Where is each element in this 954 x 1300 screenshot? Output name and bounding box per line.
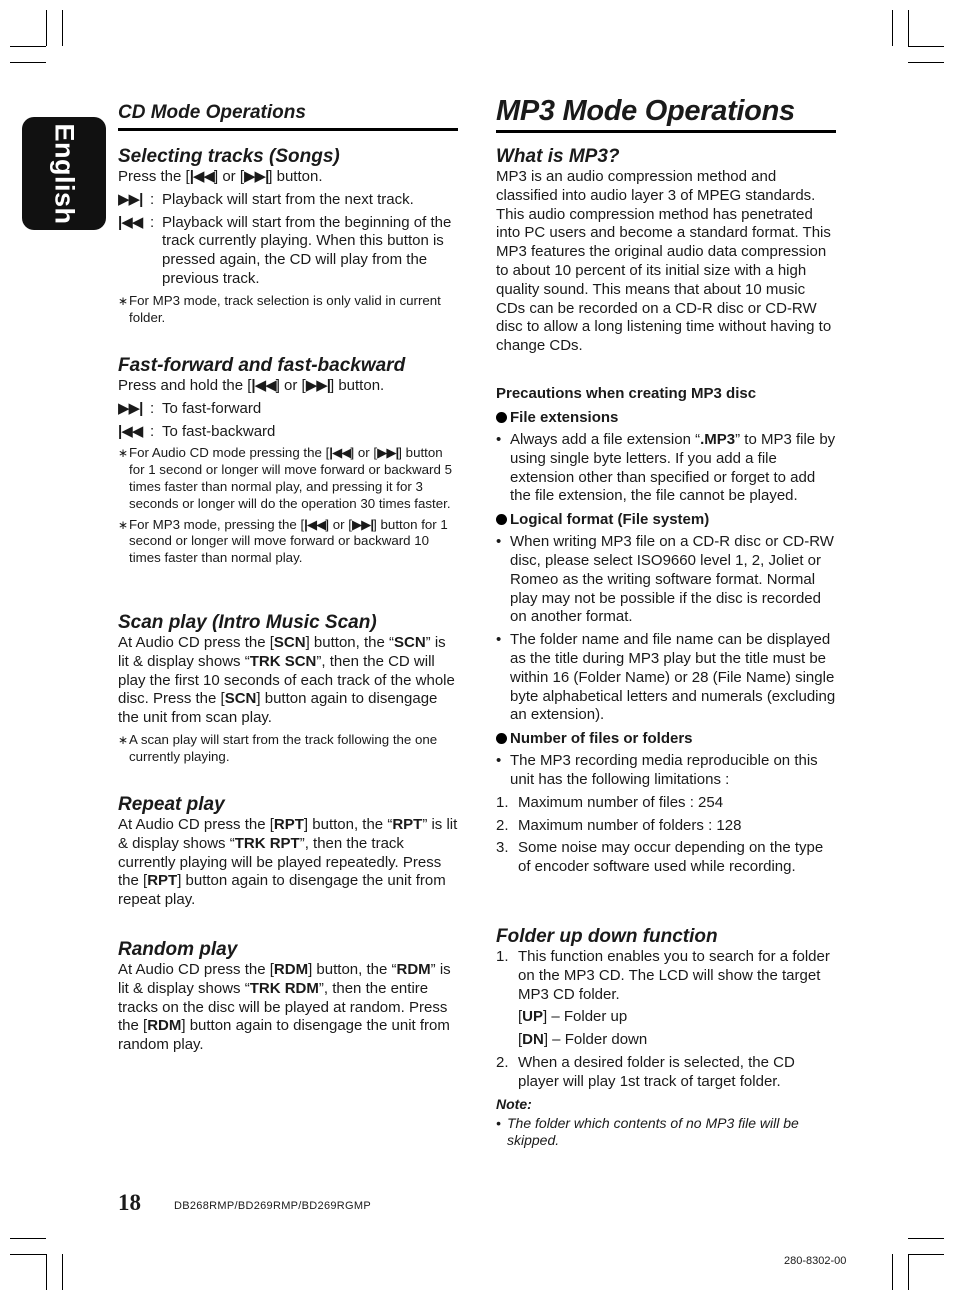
list-item: • Always add a file extension “.MP3” to MP3 file by using single byte letters. If you add a file extension other than specified or forget to add the file extension, the file cannot be played. — [496, 431, 836, 505]
scan-body: At Audio CD press the [SCN] button, the “SCN” is lit & display shows “TRK SCN”, then the CD will play the first 10 seconds of each track of the whole disc. Press the [SCN] button again to disengage the unit from scan play. — [118, 634, 455, 727]
prev-track-icon: |◀◀ — [189, 168, 214, 185]
heading-logical-format: Logical format (File system) — [496, 510, 836, 529]
section-what-is-mp3 — [496, 146, 836, 356]
folder-up-line: [UP] – Folder up — [518, 1008, 628, 1026]
list-item: 2. When a desired folder is selected, the CD player will play 1st track of target folder. — [496, 1053, 795, 1090]
repeat-body: At Audio CD press the [RPT] button, the “RPT” is lit & display shows “TRK RPT”, then the track currently playing will be played repeatedly. Press the [RPT] button again to disengage the unit from repeat play. — [118, 816, 458, 909]
selecting-note: ∗ For MP3 mode, track selection is only valid in current folder. — [118, 292, 441, 325]
list-item: 3. Some noise may occur depending on the type of encoder software used while recording. — [496, 839, 824, 876]
next-track-icon: ▶▶| — [351, 516, 374, 532]
ff-row-backward: |◀◀ : To fast-backward — [118, 422, 276, 440]
random-body: At Audio CD press the [RDM] button, the “RDM” is lit & display shows “TRK RDM”, then the entire tracks on the disc will be played at random. Press the [RDM] button again to disengage the unit from random play. — [118, 961, 451, 1054]
selecting-row-next: ▶▶| : Playback will start from the next track. — [118, 190, 414, 208]
page-number: 18 — [118, 1190, 141, 1215]
selecting-intro: Press the [|◀◀] or [▶▶|] button. — [118, 168, 323, 185]
section-fast-forward — [118, 355, 458, 567]
heading-what-is-mp3: What is MP3? — [496, 146, 620, 167]
next-track-icon: ▶▶| — [118, 399, 143, 417]
heading-scan-play: Scan play (Intro Music Scan) — [118, 612, 377, 633]
model-numbers: DB268RMP/BD269RMP/BD269RGMP — [174, 1200, 372, 1212]
ff-note-audio: ∗ For Audio CD mode pressing the [|◀◀] or [▶▶|] button for 1 second or longer will move forward or backward 5 times faster than normal play, and pressing it for 3 seconds or longer will do the operation 30 times faster. — [118, 445, 452, 511]
crop-mark — [62, 10, 63, 46]
crop-mark — [10, 1254, 46, 1255]
list-item: 1. This function enables you to search for a folder on the MP3 CD. The LCD will show the target MP3 CD folder. — [496, 948, 830, 1003]
asterisk-icon: ∗ — [118, 517, 129, 532]
bullet-dot-icon — [496, 514, 507, 525]
prev-track-icon: |◀◀ — [329, 445, 351, 461]
scan-note: ∗ A scan play will start from the track following the one currently playing. — [118, 731, 438, 764]
crop-mark — [908, 1254, 944, 1255]
crop-mark — [892, 1254, 893, 1290]
section-folder-up-down — [496, 926, 836, 1149]
crop-mark — [908, 1254, 909, 1290]
crop-mark — [908, 1238, 944, 1239]
heading-selecting-tracks: Selecting tracks (Songs) — [118, 146, 340, 167]
selecting-row-prev: |◀◀ : Playback will start from the beginning of the track currently playing. When this button is pressed again, the CD will play from the previous track. — [118, 213, 452, 287]
list-item: • When writing MP3 file on a CD-R disc or CD-RW disc, please select ISO9660 level 1, 2, Joliet or Romeo as the writing software format. Normal play may not be possible if the disc is recorded on another format. — [496, 533, 834, 626]
prev-track-icon: |◀◀ — [304, 516, 326, 532]
note-label: Note: — [496, 1095, 532, 1112]
page-title: MP3 Mode Operations — [496, 95, 836, 133]
next-track-icon: ▶▶| — [305, 377, 330, 394]
section-title-cd-mode: CD Mode Operations — [118, 102, 458, 131]
bullet-dot-icon — [496, 412, 507, 423]
note-text: • The folder which contents of no MP3 file will be skipped. — [496, 1114, 799, 1148]
next-track-icon: ▶▶| — [118, 190, 143, 208]
prev-track-icon: |◀◀ — [118, 213, 143, 231]
asterisk-icon: ∗ — [118, 293, 129, 308]
crop-mark — [46, 1254, 47, 1290]
section-repeat-play — [118, 794, 458, 910]
section-scan-play — [118, 612, 458, 766]
next-track-icon: ▶▶| — [244, 168, 269, 185]
section-selecting-tracks — [118, 146, 458, 326]
list-item: • The folder name and file name can be displayed as the title during MP3 play but the title must be within 16 (Folder Name) or 28 (File Name) single byte alphabetical letters and numerals (excluding an extension). — [496, 631, 836, 724]
ff-intro: Press and hold the [|◀◀] or [▶▶|] button. — [118, 377, 385, 394]
section-random-play — [118, 939, 458, 1055]
crop-mark — [892, 10, 893, 46]
bullet-dot-icon — [496, 733, 507, 744]
heading-folder-up-down: Folder up down function — [496, 926, 718, 947]
crop-mark — [908, 62, 944, 63]
ff-note-mp3: ∗ For MP3 mode, pressing the [|◀◀] or [▶▶|] button for 1 second or longer will move forward or backward 10 times faster than normal play. — [118, 516, 448, 566]
heading-number-of-files: Number of files or folders — [496, 729, 836, 748]
section-precautions — [496, 384, 836, 877]
heading-precautions: Precautions when creating MP3 disc — [496, 385, 757, 402]
list-item: 1. Maximum number of files : 254 — [496, 793, 724, 811]
heading-fast-forward: Fast-forward and fast-backward — [118, 355, 406, 376]
crop-mark — [908, 10, 909, 46]
crop-mark — [10, 62, 46, 63]
ff-row-forward: ▶▶| : To fast-forward — [118, 399, 262, 417]
document-code: 280-8302-00 — [784, 1255, 847, 1267]
folder-down-line: [DN] – Folder down — [518, 1031, 648, 1049]
crop-mark — [10, 1238, 46, 1239]
prev-track-icon: |◀◀ — [251, 377, 276, 394]
prev-track-icon: |◀◀ — [118, 422, 143, 440]
language-tab-label: English — [49, 122, 80, 225]
heading-file-extensions: File extensions — [496, 408, 836, 427]
crop-mark — [46, 10, 47, 46]
asterisk-icon: ∗ — [118, 446, 129, 461]
language-tab — [22, 117, 106, 230]
crop-mark — [10, 46, 46, 47]
heading-random-play: Random play — [118, 939, 238, 960]
list-item: 2. Maximum number of folders : 128 — [496, 816, 742, 834]
heading-repeat-play: Repeat play — [118, 794, 225, 815]
next-track-icon: ▶▶| — [377, 445, 399, 461]
what-body: MP3 is an audio compression method and classified into audio layer 3 of MPEG standards. This audio compression method has penetrated into PC users and become a standard format. This MP3 features the original audio data compression to about 10 percent of its initial size with a high quality sound. This means that about 10 music CDs can be recorded on a CD-R disc or CD-RW disc to allow a long listening time without having to change CDs. — [496, 168, 832, 355]
crop-mark — [62, 1254, 63, 1290]
asterisk-icon: ∗ — [118, 732, 129, 747]
list-item: • The MP3 recording media reproducible on this unit has the following limitations : — [496, 752, 818, 788]
crop-mark — [908, 46, 944, 47]
